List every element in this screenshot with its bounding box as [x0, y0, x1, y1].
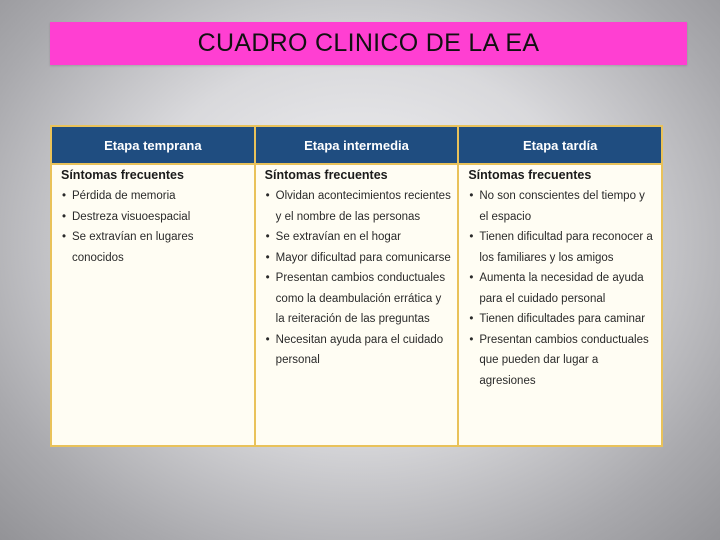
- list-item: • Tienen dificultades para caminar: [469, 309, 655, 330]
- list-item: • Mayor dificultad para comunicarse: [266, 248, 452, 269]
- symptom-list: [459, 184, 661, 391]
- column-early-stage: [52, 127, 256, 445]
- list-item: • Pérdida de memoria: [62, 186, 248, 207]
- column-subheader: Síntomas frecuentes: [468, 168, 592, 182]
- list-item: • No son conscientes del tiempo y el espacio: [469, 186, 655, 227]
- list-item: • Destreza visuoespacial: [62, 207, 248, 228]
- list-item: • Presentan cambios conductuales que pueden dar lugar a agresiones: [469, 330, 655, 392]
- list-item: • Se extravían en lugares conocidos: [62, 227, 248, 268]
- list-item: • Tienen dificultad para reconocer a los familiares y los amigos: [469, 227, 655, 268]
- list-item: • Necesitan ayuda para el cuidado personal: [266, 330, 452, 371]
- column-late-stage: [459, 127, 661, 445]
- list-item: • Olvidan acontecimientos recientes y el nombre de las personas: [266, 186, 452, 227]
- column-intermediate-stage: [256, 127, 460, 445]
- column-header: Etapa temprana: [52, 127, 254, 165]
- symptom-list: [256, 184, 458, 371]
- list-item: • Aumenta la necesidad de ayuda para el cuidado personal: [469, 268, 655, 309]
- title-banner: [50, 22, 687, 65]
- column-subheader: Síntomas frecuentes: [61, 168, 184, 182]
- column-subheader: Síntomas frecuentes: [264, 168, 388, 182]
- list-item: • Presentan cambios conductuales como la deambulación errática y la reiteración de las preguntas: [266, 268, 452, 330]
- column-header: Etapa tardía: [459, 127, 661, 165]
- symptoms-table: [50, 125, 663, 447]
- column-header: Etapa intermedia: [256, 127, 458, 165]
- list-item: • Se extravían en el hogar: [266, 227, 452, 248]
- symptom-list: [52, 184, 254, 268]
- slide-title: CUADRO CLINICO DE LA EA: [197, 29, 540, 57]
